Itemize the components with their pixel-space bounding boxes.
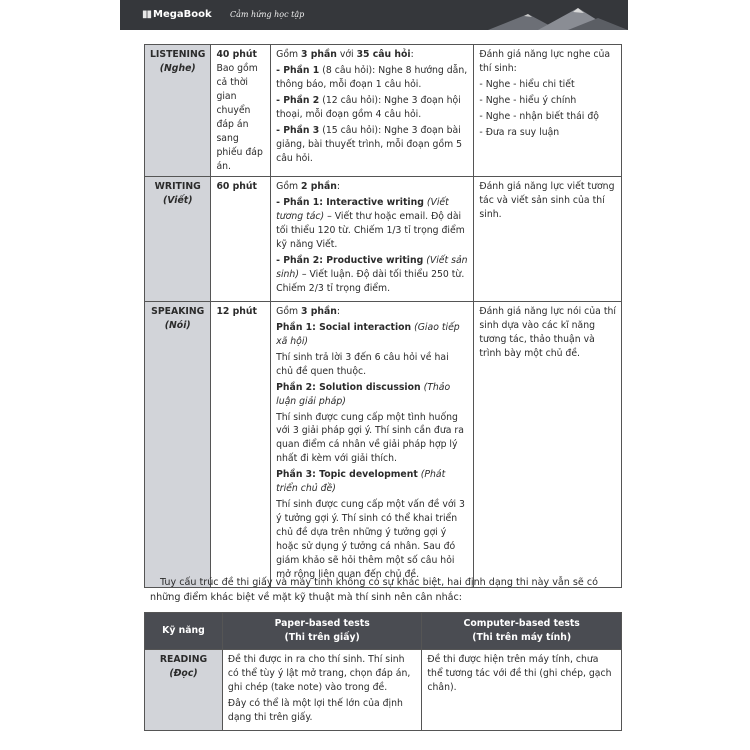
mountain-decoration-icon (428, 0, 628, 30)
computer-text: Đề thi được hiện trên máy tính, chưa thể tương tác với đề thi (ghi chép, gạch chân). (427, 653, 612, 693)
header-computer: Computer-based tests (Thi trên máy tính) (422, 613, 622, 650)
assessment-cell (474, 301, 622, 587)
exam-structure-table (144, 44, 622, 588)
logo-text: MegaBook (153, 9, 212, 20)
part-heading: Phần 3: Topic development (Phát triển chủ đề) (276, 469, 446, 495)
part-item: - Phần 2: Productive writing (Viết sản sinh) – Viết luận. Độ dài tối thiểu 250 từ. Chiếm 2/3 tỉ trọng điểm. (276, 255, 468, 294)
skill-label-vi: (Nghe) (159, 62, 196, 74)
intro-paragraph: Tuy cấu trúc đề thi giấy và máy tính không có sự khác biệt, hai định dạng thi này vẫn sẽ có những điểm khác biệt về mặt kỹ thuật mà thí sinh nên cân nhắc: (150, 577, 599, 604)
part-heading: Phần 1: Social interaction (Giao tiếp xã hội) (276, 321, 460, 347)
content-intro: Gồm 3 phần với 35 câu hỏi: (276, 49, 414, 60)
skill-label: LISTENING (150, 49, 206, 60)
skill-cell (145, 45, 211, 177)
skill-cell (145, 177, 211, 302)
part-item: - Phần 3 (15 câu hỏi): Nghe 3 đoạn bài giảng, bài thuyết trình, mỗi đoạn gồm 5 câu hỏi. (276, 124, 463, 164)
part-item: - Phần 1: Interactive writing (Viết tương tác) – Viết thư hoặc email. Độ dài tối thiểu 120 từ. Chiếm 1/3 tỉ trọng điểm kỹ năng Viết. (276, 197, 465, 251)
part-text: Thí sinh trả lời 3 đến 6 câu hỏi về hai chủ đề quen thuộc. (276, 351, 449, 377)
assessment-item: - Nghe - hiểu chi tiết (479, 78, 575, 90)
header-banner (120, 0, 628, 30)
skill-label-vi: (Viết) (162, 195, 193, 207)
part-item: - Phần 2 (12 câu hỏi): Nghe 3 đoạn hội thoại, mỗi đoạn gồm 4 câu hỏi. (276, 94, 461, 120)
part-item: - Phần 1 (8 câu hỏi): Nghe 8 hướng dẫn, thông báo, mỗi đoạn 1 câu hỏi. (276, 64, 468, 90)
skill-label: SPEAKING (151, 305, 205, 317)
content-intro: Gồm 2 phần: (276, 181, 341, 193)
table-row (145, 301, 622, 587)
brand-logo (142, 9, 212, 20)
skill-label: READING (159, 653, 208, 665)
table-header-row (145, 613, 622, 650)
assessment-text: Đánh giá năng lực viết tương tác và viết sản sinh của thí sinh. (479, 181, 615, 221)
content-cell (271, 45, 474, 177)
part-text: Thí sinh được cung cấp một tình huống với 3 giải pháp gợi ý. Thí sinh cần đưa ra quan điểm cá nhân về giải pháp hợp lý nhất đi kèm với giải thích. (276, 411, 464, 465)
assessment-item: - Nghe - hiểu ý chính (479, 94, 577, 106)
assessment-intro: Đánh giá năng lực nghe của thí sinh: (479, 49, 611, 74)
content-intro: Gồm 3 phần: (276, 305, 341, 317)
skill-label-vi: (Đọc) (169, 667, 198, 679)
computer-cell (422, 649, 622, 730)
skill-label-vi: (Nói) (164, 319, 191, 331)
assessment-item: - Nghe - nhận biết thái độ (479, 110, 599, 122)
tagline: Cảm hứng học tập (230, 10, 305, 19)
paper-cell (222, 649, 421, 730)
time-cell (211, 177, 271, 302)
table-row (145, 177, 622, 302)
content-cell (271, 177, 474, 302)
assessment-cell (474, 45, 622, 177)
table-row (145, 45, 622, 177)
assessment-cell (474, 177, 622, 302)
time-cell (211, 45, 271, 177)
skill-cell (145, 301, 211, 587)
time-cell (211, 301, 271, 587)
assessment-text: Đánh giá năng lực nói của thí sinh dựa vào các kĩ năng tương tác, thảo thuận và trình bày một chủ đề. (479, 305, 616, 359)
duration-note: Bao gồm cả thời gian chuyển đáp án sang phiếu đáp án. (216, 62, 263, 172)
paper-text: Đây có thể là một lợi thế lớn của định dạng thi trên giấy. (227, 697, 403, 723)
assessment-item: - Đưa ra suy luận (479, 126, 560, 138)
duration: 40 phút (216, 49, 257, 60)
content-cell (271, 301, 474, 587)
part-heading: Phần 2: Solution discussion (Thảo luận giải pháp) (276, 381, 451, 407)
logo-mark-icon: ▮▮ (142, 9, 152, 20)
duration: 60 phút (216, 181, 257, 193)
duration: 12 phút (216, 305, 257, 317)
document-page (120, 0, 628, 750)
part-text: Thí sinh được cung cấp một vấn đề với 3 ý tưởng gợi ý. Thí sinh có thể khai triển chủ đề dựa trên những ý tưởng gợi ý hoặc sử dụng ý tưởng cá nhân. Sau đó giám khảo sẽ hỏi thêm một số câu hỏi mở rộng liên quan đến chủ đề. (276, 499, 465, 580)
header-skill: Kỹ năng (145, 613, 223, 650)
header-paper: Paper-based tests (Thi trên giấy) (222, 613, 421, 650)
format-comparison-table (144, 612, 622, 731)
skill-label: WRITING (154, 181, 201, 193)
table-row (145, 649, 622, 730)
paper-text: Đề thi được in ra cho thí sinh. Thí sinh có thể tùy ý lật mở trang, chọn đáp án, ghi chép (take note) vào trong đề. (227, 653, 411, 693)
skill-cell (145, 649, 223, 730)
